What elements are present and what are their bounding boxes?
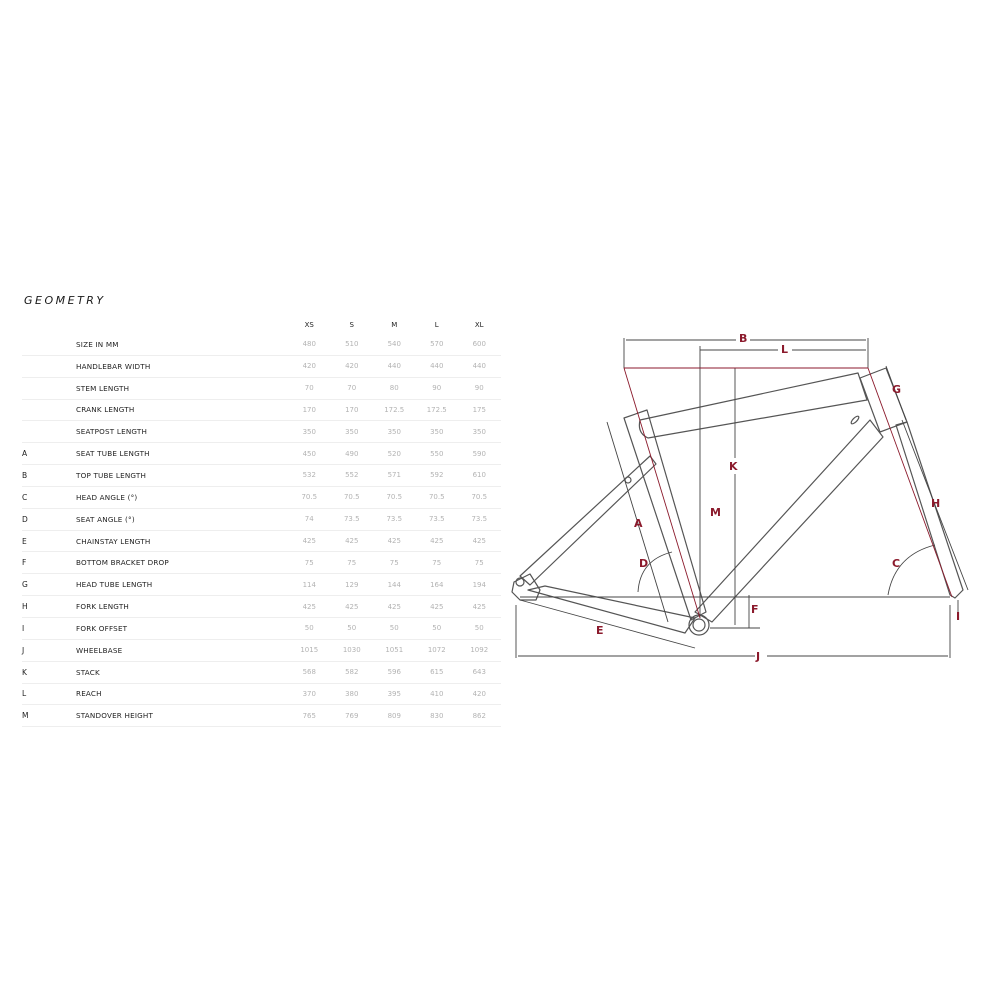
row-value: 520: [373, 443, 416, 465]
row-name: STACK: [76, 661, 288, 683]
label-b: B: [739, 332, 748, 345]
bike-frame: [512, 368, 963, 635]
row-name: BOTTOM BRACKET DROP: [76, 552, 288, 574]
row-name: HANDLEBAR WIDTH: [76, 355, 288, 377]
row-value: 610: [458, 465, 501, 487]
rear-dropout: [512, 574, 540, 600]
row-value: 440: [458, 355, 501, 377]
row-value: 90: [416, 377, 459, 399]
row-name: STANDOVER HEIGHT: [76, 705, 288, 727]
row-name: HEAD ANGLE (°): [76, 486, 288, 508]
row-name: TOP TUBE LENGTH: [76, 465, 288, 487]
row-value: 350: [416, 421, 459, 443]
row-value: 350: [331, 421, 374, 443]
label-l: L: [781, 343, 789, 356]
label-g: G: [892, 383, 902, 396]
row-value: 571: [373, 465, 416, 487]
row-name: STEM LENGTH: [76, 377, 288, 399]
size-header: XL: [474, 321, 484, 329]
row-value: 769: [331, 705, 374, 727]
row-name: CHAINSTAY LENGTH: [76, 530, 288, 552]
row-value: 425: [373, 596, 416, 618]
row-value: 395: [373, 683, 416, 705]
down-tube: [695, 420, 883, 622]
row-value: 70.5: [288, 486, 331, 508]
label-f: F: [751, 603, 759, 616]
row-value: 510: [331, 334, 374, 355]
row-value: 440: [416, 355, 459, 377]
row-value: 80: [373, 377, 416, 399]
label-h: H: [931, 497, 941, 510]
row-value: 1092: [458, 639, 501, 661]
row-value: 73.5: [331, 508, 374, 530]
row-value: 425: [373, 530, 416, 552]
row-name: SIZE IN MM: [76, 334, 288, 355]
row-value: 73.5: [373, 508, 416, 530]
row-value: 450: [288, 443, 331, 465]
row-value: 75: [458, 552, 501, 574]
fork: [896, 422, 963, 598]
row-value: 370: [288, 683, 331, 705]
row-value: 50: [288, 617, 331, 639]
row-value: 170: [331, 399, 374, 421]
row-name: SEAT TUBE LENGTH: [76, 443, 288, 465]
row-value: 50: [373, 617, 416, 639]
label-m: M: [710, 506, 721, 519]
row-value: 480: [288, 334, 331, 355]
size-header: XS: [304, 321, 314, 329]
top-tube: [639, 373, 867, 438]
label-k: K: [729, 460, 738, 473]
row-value: 175: [458, 399, 501, 421]
row-value: 570: [416, 334, 459, 355]
row-value: 532: [288, 465, 331, 487]
row-value: 90: [458, 377, 501, 399]
row-value: 50: [416, 617, 459, 639]
row-letter: J: [22, 639, 76, 661]
row-letter: L: [22, 683, 76, 705]
bottom-bracket: [689, 615, 709, 635]
row-name: SEATPOST LENGTH: [76, 421, 288, 443]
row-value: 615: [416, 661, 459, 683]
row-name: FORK OFFSET: [76, 617, 288, 639]
row-value: 73.5: [458, 508, 501, 530]
row-value: 568: [288, 661, 331, 683]
label-i: I: [956, 610, 961, 623]
row-letter: A: [22, 443, 76, 465]
row-value: 425: [331, 596, 374, 618]
row-value: 75: [288, 552, 331, 574]
row-value: 75: [416, 552, 459, 574]
row-name: WHEELBASE: [76, 639, 288, 661]
row-value: 75: [373, 552, 416, 574]
row-value: 172.5: [416, 399, 459, 421]
label-c: C: [892, 557, 901, 570]
row-letter: B: [22, 465, 76, 487]
row-value: 1030: [331, 639, 374, 661]
row-name: CRANK LENGTH: [76, 399, 288, 421]
row-value: 552: [331, 465, 374, 487]
row-letter: E: [22, 530, 76, 552]
row-letter: I: [22, 617, 76, 639]
row-letter: M: [22, 705, 76, 727]
seat-tube: [624, 410, 706, 620]
row-value: 350: [458, 421, 501, 443]
row-value: 765: [288, 705, 331, 727]
row-value: 170: [288, 399, 331, 421]
row-letter: D: [22, 508, 76, 530]
row-value: 425: [288, 530, 331, 552]
row-value: 70.5: [373, 486, 416, 508]
row-value: 809: [373, 705, 416, 727]
row-value: 129: [331, 574, 374, 596]
row-letter: G: [22, 574, 76, 596]
row-value: 425: [288, 596, 331, 618]
row-value: 172.5: [373, 399, 416, 421]
label-e: E: [596, 624, 604, 637]
row-value: 70: [331, 377, 374, 399]
row-value: 75: [331, 552, 374, 574]
row-value: 50: [458, 617, 501, 639]
row-value: 582: [331, 661, 374, 683]
row-letter: F: [22, 552, 76, 574]
row-value: 164: [416, 574, 459, 596]
row-value: 380: [331, 683, 374, 705]
row-value: 596: [373, 661, 416, 683]
row-value: 420: [331, 355, 374, 377]
accent-lines: [624, 368, 952, 618]
row-value: 862: [458, 705, 501, 727]
row-value: 73.5: [416, 508, 459, 530]
row-value: 590: [458, 443, 501, 465]
row-name: REACH: [76, 683, 288, 705]
row-value: 410: [416, 683, 459, 705]
row-letter: C: [22, 486, 76, 508]
label-j: J: [756, 650, 761, 663]
row-value: 74: [288, 508, 331, 530]
row-value: 50: [331, 617, 374, 639]
row-value: 540: [373, 334, 416, 355]
label-a: A: [634, 517, 643, 530]
size-header: M: [391, 321, 398, 329]
row-value: 350: [373, 421, 416, 443]
row-value: 1072: [416, 639, 459, 661]
row-value: 550: [416, 443, 459, 465]
row-value: 350: [288, 421, 331, 443]
row-value: 425: [458, 530, 501, 552]
row-letter: K: [22, 661, 76, 683]
row-value: 830: [416, 705, 459, 727]
label-d: D: [639, 557, 649, 570]
row-value: 420: [458, 683, 501, 705]
row-value: 425: [458, 596, 501, 618]
row-value: 70.5: [416, 486, 459, 508]
geometry-title: GEOMETRY: [24, 294, 106, 307]
row-value: 420: [288, 355, 331, 377]
row-value: 1051: [373, 639, 416, 661]
row-value: 600: [458, 334, 501, 355]
row-value: 425: [331, 530, 374, 552]
size-header: S: [349, 321, 354, 329]
row-value: 425: [416, 596, 459, 618]
row-value: 70: [288, 377, 331, 399]
row-value: 440: [373, 355, 416, 377]
row-value: 114: [288, 574, 331, 596]
row-name: FORK LENGTH: [76, 596, 288, 618]
size-header: L: [434, 321, 439, 329]
row-value: 194: [458, 574, 501, 596]
row-value: 70.5: [331, 486, 374, 508]
row-value: 1015: [288, 639, 331, 661]
row-value: 70.5: [458, 486, 501, 508]
row-name: HEAD TUBE LENGTH: [76, 574, 288, 596]
row-value: 643: [458, 661, 501, 683]
row-value: 425: [416, 530, 459, 552]
row-value: 144: [373, 574, 416, 596]
row-value: 490: [331, 443, 374, 465]
row-letter: H: [22, 596, 76, 618]
row-value: 592: [416, 465, 459, 487]
row-name: SEAT ANGLE (°): [76, 508, 288, 530]
